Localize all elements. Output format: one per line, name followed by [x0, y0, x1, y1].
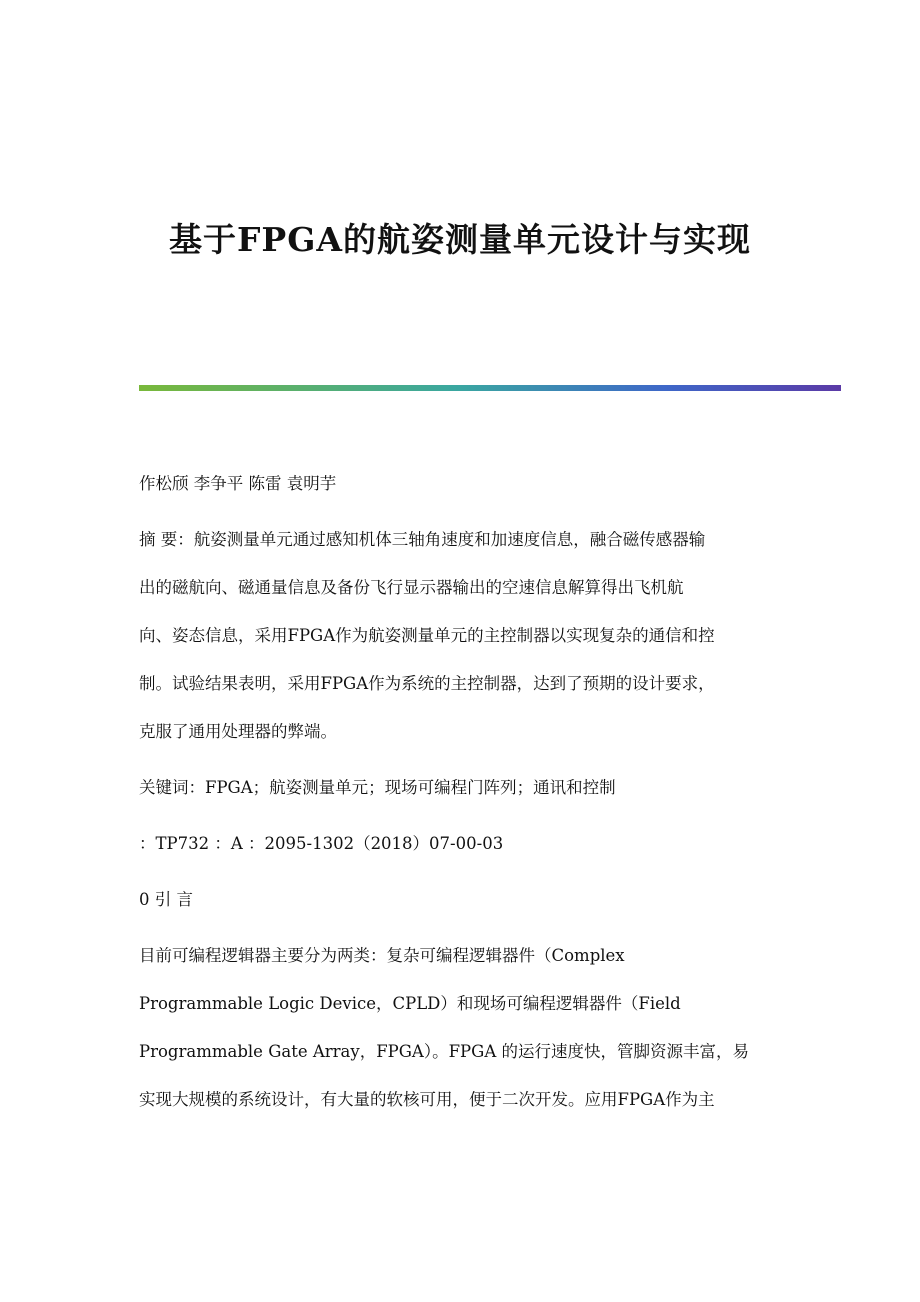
abstract-line: 出的磁航向、磁通量信息及备份飞行显示器输出的空速信息解算得出飞机航	[139, 578, 684, 597]
body-line: 实现大规模的系统设计，有大量的软核可用，便于二次开发。应用FPGA作为主	[139, 1090, 715, 1109]
keywords-line: 关键词：FPGA；航姿测量单元；现场可编程门阵列；通讯和控制	[139, 778, 616, 797]
document-title: 基于FPGA的航姿测量单元设计与实现	[168, 220, 752, 259]
body-line: 目前可编程逻辑器主要分为两类：复杂可编程逻辑器件（Complex	[139, 946, 625, 965]
abstract-line: 制。试验结果表明，采用FPGA作为系统的主控制器，达到了预期的设计要求，	[139, 674, 715, 693]
title-divider	[139, 385, 841, 391]
classification-line: ：TP732 ：A ：2095-1302（2018）07-00-03	[139, 834, 504, 853]
section-heading: 0 引 言	[139, 890, 193, 909]
abstract-line: 摘 要：航姿测量单元通过感知机体三轴角速度和加速度信息，融合磁传感器输	[139, 530, 706, 549]
abstract-line: 克服了通用处理器的弊端。	[139, 722, 337, 741]
abstract-line: 向、姿态信息，采用FPGA作为航姿测量单元的主控制器以实现复杂的通信和控	[139, 626, 715, 645]
authors-line: 作松颀 李争平 陈雷 袁明芋	[139, 474, 337, 493]
body-line: Programmable Gate Array，FPGA）。FPGA 的运行速度快，管脚资源丰富，易	[139, 1042, 749, 1061]
body-line: Programmable Logic Device，CPLD）和现场可编程逻辑器件（Field	[139, 994, 681, 1013]
